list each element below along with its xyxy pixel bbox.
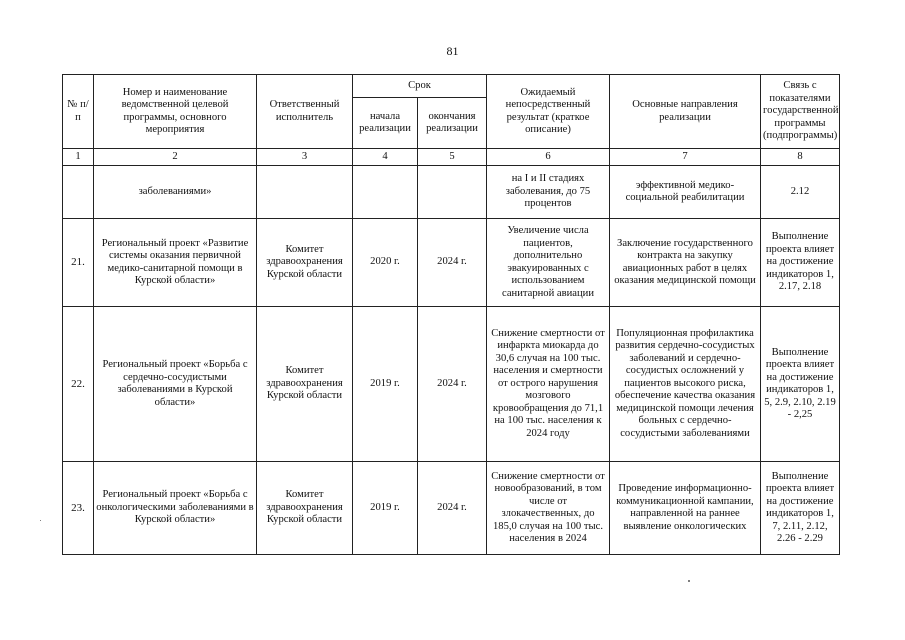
row-directions: Популяционная профилактика развития сердечно-сосудистых заболеваний и сердечно-сосудистых осложнений у пациентов высокого риска, обеспечение качества оказания медицинской помощи лечения больных с сердечно-сосудистыми заболеваниями [610, 307, 761, 462]
scan-speck [40, 520, 41, 521]
row-result: на I и II стадиях заболевания, до 75 процентов [487, 166, 610, 219]
row-executor: Комитет здравоохранения Курской области [257, 462, 353, 555]
column-number: 1 [63, 149, 94, 166]
column-number-row [63, 149, 840, 166]
header-executor: Ответственный исполнитель [257, 75, 353, 149]
row-link: 2.12 [761, 166, 840, 219]
row-link: Выполнение проекта влияет на достижение индикаторов 1, 7, 2.11, 2.12, 2.26 - 2.29 [761, 462, 840, 555]
table-row [63, 462, 840, 555]
column-number: 4 [353, 149, 418, 166]
row-end: 2024 г. [418, 307, 487, 462]
row-num [63, 166, 94, 219]
table-row [63, 219, 840, 307]
row-program: заболеваниями» [94, 166, 257, 219]
row-end: 2024 г. [418, 462, 487, 555]
row-num: 21. [63, 219, 94, 307]
row-result: Снижение смертности от инфаркта миокарда до 30,6 случая на 100 тыс. населения и смертности от острого нарушения мозгового кровообращения до 71,1 на 100 тыс. населения к 2024 году [487, 307, 610, 462]
header-directions: Основные направления реализации [610, 75, 761, 149]
scan-speck [688, 580, 690, 582]
table-row [63, 307, 840, 462]
column-number: 5 [418, 149, 487, 166]
header-term: Срок [353, 75, 487, 98]
row-directions: Заключение государственного контракта на закупку авиационных работ в целях оказания медицинской помощи [610, 219, 761, 307]
row-program: Региональный проект «Развитие системы оказания первичной медико-санитарной помощи в Курской области» [94, 219, 257, 307]
header-end: окончания реализации [418, 98, 487, 149]
row-executor: Комитет здравоохранения Курской области [257, 219, 353, 307]
row-num: 22. [63, 307, 94, 462]
row-executor: Комитет здравоохранения Курской области [257, 307, 353, 462]
row-program: Региональный проект «Борьба с онкологическими заболеваниями в Курской области» [94, 462, 257, 555]
table-row [63, 166, 840, 219]
row-link: Выполнение проекта влияет на достижение индикаторов 1, 2.17, 2.18 [761, 219, 840, 307]
row-start: 2019 г. [353, 462, 418, 555]
header-link: Связь с показателями государственной программы (подпрограммы) [761, 75, 840, 149]
row-num: 23. [63, 462, 94, 555]
column-number: 8 [761, 149, 840, 166]
row-end: 2024 г. [418, 219, 487, 307]
row-end [418, 166, 487, 219]
row-program: Региональный проект «Борьба с сердечно-сосудистыми заболеваниями в Курской области» [94, 307, 257, 462]
row-directions: эффективной медико-социальной реабилитации [610, 166, 761, 219]
header-start: начала реализации [353, 98, 418, 149]
row-start: 2019 г. [353, 307, 418, 462]
column-number: 6 [487, 149, 610, 166]
column-number: 2 [94, 149, 257, 166]
header-program: Номер и наименование ведомственной целевой программы, основного мероприятия [94, 75, 257, 149]
row-result: Увеличение числа пациентов, дополнительно эвакуированных с использованием санитарной авиации [487, 219, 610, 307]
page-number: 81 [446, 44, 459, 58]
row-directions: Проведение информационно-коммуникационной кампании, направленной на раннее выявление онкологических [610, 462, 761, 555]
row-executor [257, 166, 353, 219]
row-start: 2020 г. [353, 219, 418, 307]
header-result: Ожидаемый непосредственный результат (краткое описание) [487, 75, 610, 149]
column-number: 7 [610, 149, 761, 166]
row-start [353, 166, 418, 219]
column-number: 3 [257, 149, 353, 166]
header-num: № п/п [63, 75, 94, 149]
measures-table [62, 74, 840, 555]
row-result: Снижение смертности от новообразований, в том числе от злокачественных, до 185,0 случая на 100 тыс. населения в 2024 [487, 462, 610, 555]
row-link: Выполнение проекта влияет на достижение индикаторов 1, 5, 2.9, 2.10, 2.19 - 2,25 [761, 307, 840, 462]
